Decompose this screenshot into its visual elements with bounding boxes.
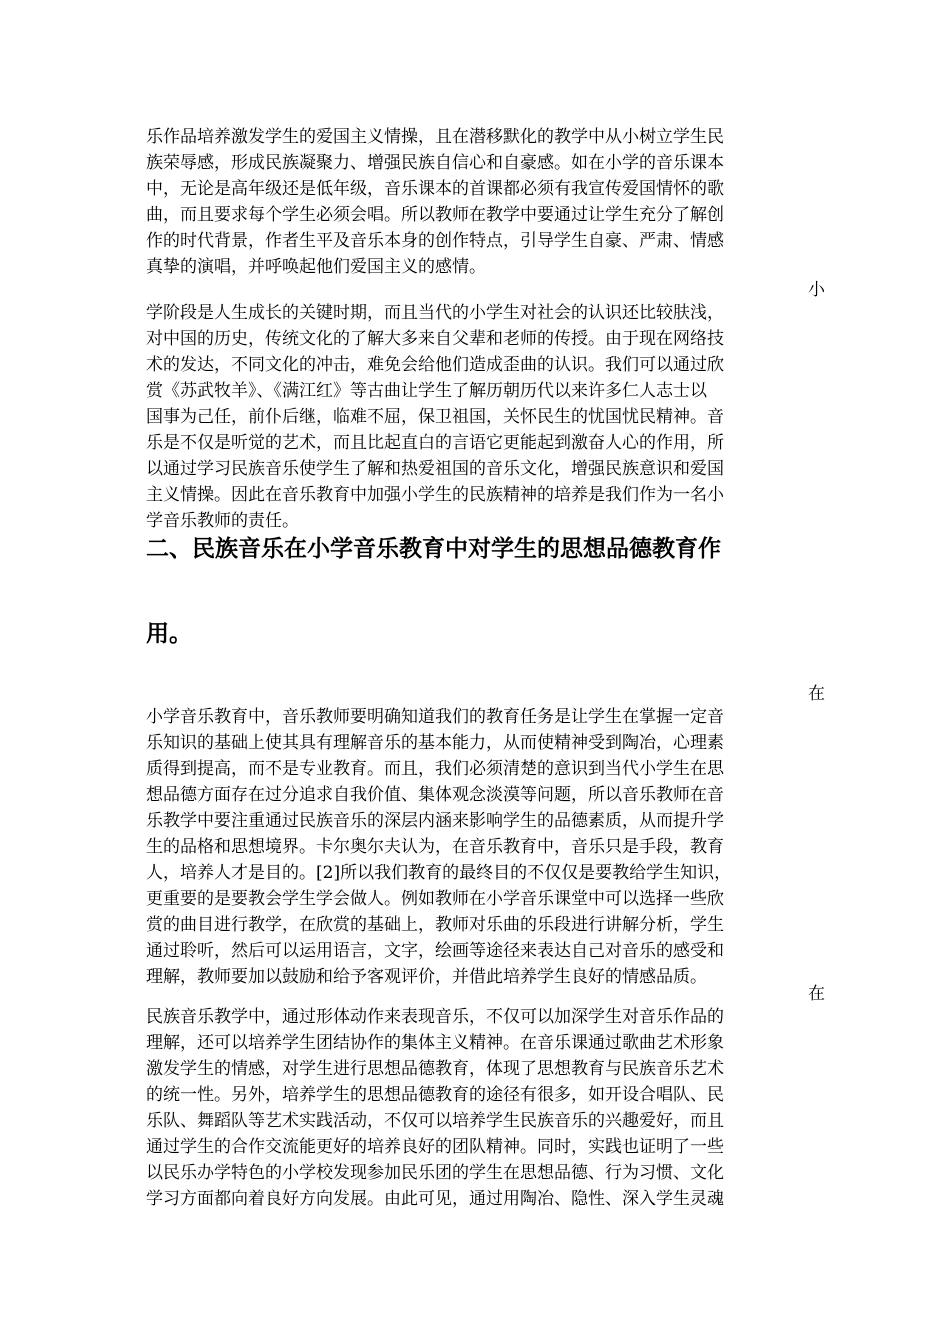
text-line: 的统一性。另外，培养学生的思想品德教育的途径有很多，如开设合唱队、民	[146, 1085, 724, 1105]
text-line: 乐知识的基础上使其具有理解音乐的基本能力，从而使精神受到陶冶，心理素	[146, 733, 724, 753]
text-line: 曲，而且要求每个学生必须会唱。所以教师在教学中要通过让学生充分了解创	[146, 205, 724, 225]
text-line: 术的发达，不同文化的冲击，难免会给他们造成歪曲的认识。我们可以通过欣	[146, 355, 724, 375]
text-line: 中，无论是高年级还是低年级，音乐课本的首课都必须有我宣传爱国情怀的歌	[146, 179, 724, 199]
text-line: 赏的曲目进行教学，在欣赏的基础上，教师对乐曲的乐段进行讲解分析，学生	[146, 915, 724, 935]
text-line: 乐队、舞蹈队等艺术实践活动，不仅可以培养学生民族音乐的兴趣爱好，而且	[146, 1111, 724, 1131]
text-line: 质得到提高，而不是专业教育。而且，我们必须清楚的意识到当代小学生在思	[146, 759, 724, 779]
text-line: 作的时代背景，作者生平及音乐本身的创作特点，引导学生自豪、严肃、情感	[146, 231, 724, 251]
section-heading-line1: 二、民族音乐在小学音乐教育中对学生的思想品德教育作	[146, 536, 721, 562]
paragraph-lead-char: 小	[808, 280, 825, 300]
paragraph-practice	[146, 1004, 806, 1212]
text-line: 乐是不仅是听觉的艺术，而且比起直白的言语它更能起到激奋人心的作用，所	[146, 433, 724, 453]
text-line: 通过学生的合作交流能更好的培养良好的团队精神。同时，实践也证明了一些	[146, 1137, 724, 1157]
text-line: 乐作品培养激发学生的爱国主义情操，且在潜移默化的教学中从小树立学生民	[146, 127, 724, 147]
text-line: 激发学生的情感，对学生进行思想品德教育，体现了思想教育与民族音乐艺术	[146, 1059, 724, 1079]
paragraph-patriotism	[146, 124, 806, 280]
text-line: 以通过学习民族音乐使学生了解和热爱祖国的音乐文化，增强民族意识和爱国	[146, 459, 724, 479]
text-line: 主义情操。因此在音乐教育中加强小学生的民族精神的培养是我们作为一名小	[146, 485, 724, 505]
text-line: 想品德方面存在过分追求自我价值、集体观念淡漠等问题，所以音乐教师在音	[146, 785, 724, 805]
paragraph-lead-char: 在	[808, 984, 825, 1004]
text-line: 赏《苏武牧羊》、《满江红》等古曲让学生了解历朝历代以来许多仁人志士以	[146, 381, 707, 401]
text-line: 学习方面都向着良好方向发展。由此可见，通过用陶冶、隐性、深入学生灵魂	[146, 1189, 724, 1209]
text-line: 民族音乐教学中，通过形体动作来表现音乐，不仅可以加深学生对音乐作品的	[146, 1007, 724, 1027]
text-line: 人，培养人才是目的。[2]所以我们教育的最终目的不仅仅是要教给学生知识，	[146, 863, 732, 883]
text-line: 理解，教师要加以鼓励和给予客观评价，并借此培养学生良好的情感品质。	[146, 967, 707, 987]
text-line: 生的品格和思想境界。卡尔奥尔夫认为，在音乐教育中，音乐只是手段，教育	[146, 837, 724, 857]
text-line: 对中国的历史，传统文化的了解大多来自父辈和老师的传授。由于现在网络技	[146, 329, 724, 349]
text-line: 乐教学中要注重通过民族音乐的深层内涵来影响学生的品德素质，从而提升学	[146, 811, 724, 831]
text-line: 学阶段是人生成长的关键时期，而且当代的小学生对社会的认识还比较肤浅，	[146, 303, 724, 323]
text-line: 真挚的演唱，并呼唤起他们爱国主义的感情。	[146, 257, 486, 277]
text-line: 小学音乐教育中，音乐教师要明确知道我们的教育任务是让学生在掌握一定音	[146, 707, 724, 727]
text-line: 以民乐办学特色的小学校发现参加民乐团的学生在思想品德、行为习惯、文化	[146, 1163, 724, 1183]
text-line: 国事为己任，前仆后继，临难不屈，保卫祖国，关怀民生的忧国忧民精神。音	[146, 407, 724, 427]
paragraph-lead-char: 在	[808, 684, 825, 704]
text-line: 理解，还可以培养学生团结协作的集体主义精神。在音乐课通过歌曲艺术形象	[146, 1033, 724, 1053]
text-line: 学音乐教师的责任。	[146, 511, 299, 531]
text-line: 族荣辱感，形成民族凝聚力、增强民族自信心和自豪感。如在小学的音乐课本	[146, 153, 724, 173]
text-line: 更重要的是要教会学生学会做人。例如教师在小学音乐课堂中可以选择一些欣	[146, 889, 724, 909]
paragraph-moral-education	[146, 704, 806, 990]
section-heading-line2: 用。	[146, 621, 192, 647]
paragraph-national-spirit	[146, 300, 806, 534]
text-line: 通过聆听，然后可以运用语言，文字，绘画等途径来表达自己对音乐的感受和	[146, 941, 724, 961]
